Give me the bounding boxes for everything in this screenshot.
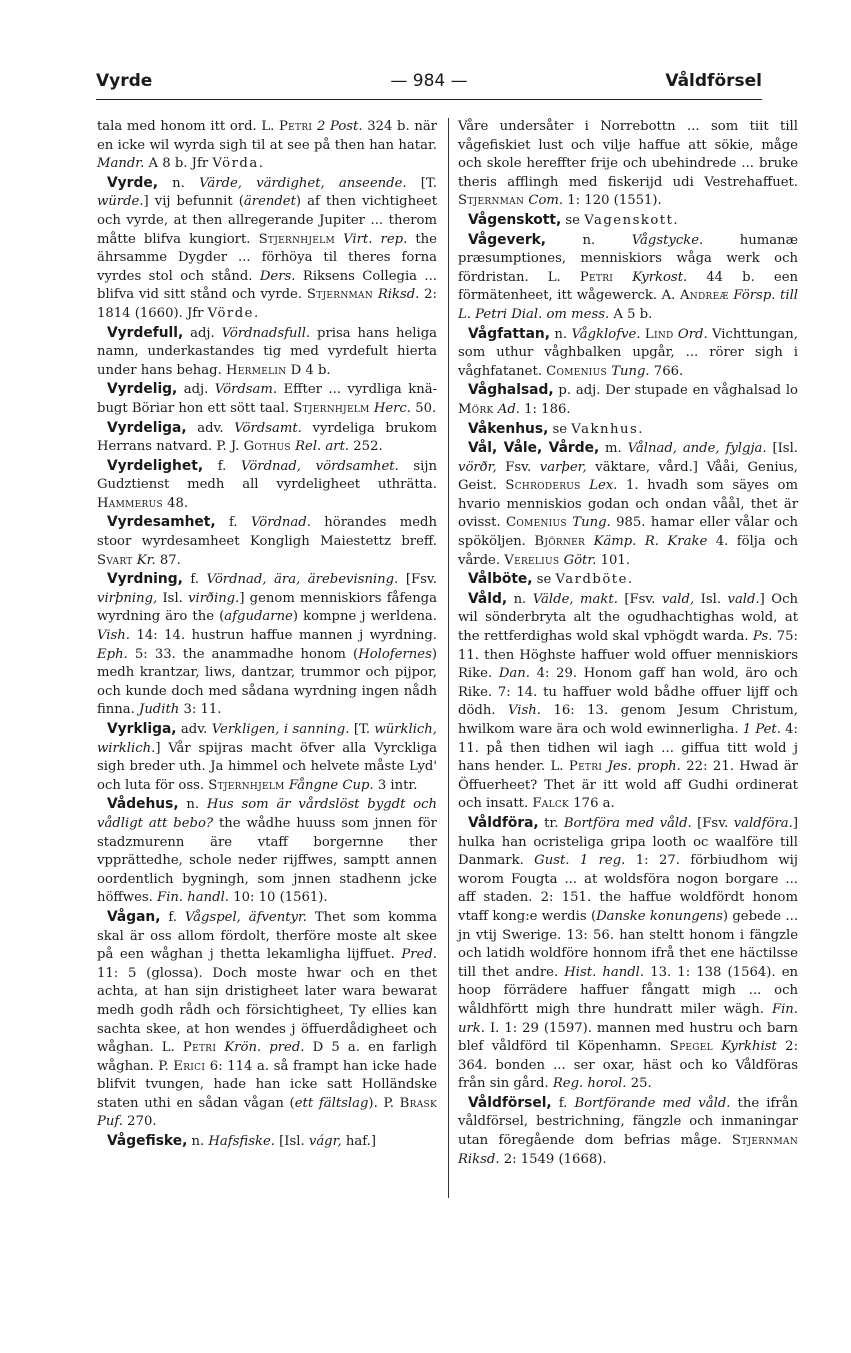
- page-header: [96, 71, 762, 95]
- entry-text: A 8 b. Jfr: [144, 156, 213, 172]
- entry-text: 4: 11. på then tidhen wil iagh ... giffua titt wold j hans hender. L.: [458, 722, 798, 775]
- entry-text: adv.: [186, 420, 235, 436]
- dictionary-entry: [458, 325, 798, 382]
- entry-text: the ährsamme Dygder ... förhöya til theres forna vyrdes stol och stånd.: [97, 231, 437, 284]
- italic-text: Tung.: [611, 363, 650, 379]
- dictionary-entry: [97, 720, 437, 795]
- headword: Vådehus,: [107, 796, 179, 813]
- author-name: Lind: [644, 326, 674, 342]
- entry-text: f.: [551, 1095, 575, 1111]
- headword: Våldförsel,: [468, 1094, 552, 1111]
- author-name: Stjernhjelm: [293, 400, 370, 416]
- entry-text: the wådhe huuss som jnnen för stadzmurenn äre vtaff borgernne ther vpprättedhe, schole neder rijffwes, samptt annen oordentlich bygningh, som jnnen stadhenn jcke höffwes.: [97, 815, 437, 906]
- italic-text: würde.: [97, 194, 144, 210]
- italic-text: Försp. till L. Petri Dial. om mess.: [458, 288, 799, 322]
- spaced-text: Vörda.: [212, 156, 265, 172]
- entry-text: se: [561, 212, 585, 228]
- italic-text: Bortföra med våld.: [563, 815, 692, 831]
- page-number: — 984 —: [390, 71, 468, 91]
- italic-text: ett fältslag: [294, 1095, 369, 1111]
- dictionary-entry: [97, 419, 437, 457]
- entry-text: 1: 186.: [519, 401, 571, 417]
- italic-text: Reg. horol.: [552, 1076, 627, 1092]
- italic-text: Vålnad, ande, fylgja.: [627, 441, 767, 457]
- entry-text: Våre undersåter i Norrebottn ... som tiit till vågefiskiet lust och vilje haffue att sökie, måge och skole hereffter frije och ubehindrede ... bruke theris afflingh med fiskerijd udi Vestrehaffuet.: [458, 119, 798, 190]
- entry-text: [335, 232, 343, 247]
- author-name: Petri: [278, 119, 313, 134]
- entry-text: 1. hvadh som säyes om hvario menniskios godan och ondan våål, thet är ovisst.: [458, 478, 798, 531]
- italic-text: Kyrkhist: [721, 1039, 777, 1055]
- entry-text: D 4 b.: [286, 362, 331, 378]
- italic-text: Vågklofve.: [571, 326, 641, 342]
- entry-text: p. adj. Der stupade en våghalsad lo: [553, 383, 798, 399]
- entry-text: [585, 534, 593, 549]
- entry-text: 75: 11. then Höghste haffuer wold offuer menniskiors Rike.: [458, 629, 798, 682]
- dictionary-entry: [97, 908, 437, 1132]
- headword: Vyrdelig,: [107, 381, 178, 398]
- author-name: Spegel: [669, 1039, 713, 1055]
- headword: Vågefiske,: [107, 1133, 188, 1150]
- italic-text: Vördsam.: [214, 382, 278, 398]
- italic-text: 1 Pet.: [742, 722, 781, 737]
- dictionary-entry: [458, 814, 798, 1094]
- italic-text: Kyrkost.: [632, 269, 688, 285]
- author-name: Comenius: [506, 515, 567, 531]
- italic-text: Puf.: [97, 1114, 123, 1130]
- italic-text: ärendet: [243, 194, 296, 210]
- entry-text: ] Och wil sönderbryta alt the ogudhachtighas wold, at the rettferdighas wold skal vphögdt warda.: [458, 591, 798, 645]
- entry-text: ) kompne j werldena.: [292, 609, 437, 625]
- entry-text: prisa hans heliga namn, underkastandes tig med vyrdefult hierta under hans behag.: [97, 325, 437, 378]
- italic-text: Ad.: [497, 401, 520, 417]
- left-column: [97, 118, 437, 1152]
- author-name: Svart: [97, 552, 133, 568]
- author-name: Hermelin: [225, 362, 287, 378]
- entry-text: adv.: [176, 722, 212, 737]
- italic-text: virþning,: [97, 590, 158, 606]
- italic-text: Riksd.: [377, 287, 420, 303]
- entry-text: [Fsv.: [398, 572, 437, 588]
- entry-text: 13. 1: 138 (1564). en hoop förrädere haffuer fångatt migh ... och wåldhförtt migh thre hundratt miler wägh.: [458, 964, 798, 1017]
- author-name: Gothus: [243, 439, 291, 455]
- entry-text: humanæ præsumptiones, menniskiors wåga werk och fördristan. L.: [458, 232, 798, 285]
- italic-text: Vish.: [97, 628, 130, 644]
- entry-text: [Fsv.: [617, 591, 662, 607]
- author-name: Verelius: [504, 552, 560, 568]
- italic-text: Ord.: [677, 326, 708, 342]
- italic-text: Fin. urk.: [458, 1001, 798, 1036]
- entry-text: ) gebede ... jn vtij Swerige. 13: 56. han steltt honom i fängzle och latidh woldföre honnom ifrå thet ene häctilsse till thet andre.: [458, 908, 799, 980]
- dictionary-entry: [97, 570, 437, 720]
- italic-text: Hafsfiske.: [208, 1134, 275, 1150]
- italic-text: Vördnad.: [250, 515, 311, 531]
- entry-text: tala med honom itt ord. L.: [97, 119, 279, 134]
- dictionary-entry: [458, 1094, 798, 1169]
- author-name: Petri: [182, 1040, 217, 1056]
- entry-text: A 5 b.: [609, 306, 653, 322]
- author-name: Brask: [399, 1095, 437, 1111]
- italic-text: afgudarne: [224, 609, 293, 625]
- italic-text: Vågspel, äfventyr.: [184, 909, 307, 925]
- entry-text: Effter ... vyrdliga knä-bugt Böriar hon ett sött taal.: [97, 382, 438, 416]
- entry-text: 252.: [349, 439, 383, 455]
- entry-text: I. 1: 29 (1597). mannen med hustru och barn blef våldförd til Köpenhamn.: [458, 1020, 798, 1055]
- italic-text: Vördnad, vördsamhet.: [241, 458, 399, 474]
- italic-text: valdföra.: [733, 815, 793, 831]
- entry-text: ). P.: [368, 1095, 400, 1111]
- author-name: Falck: [532, 796, 570, 812]
- entry-text: 4. följa och vårde.: [458, 534, 798, 568]
- italic-text: Lex.: [589, 478, 618, 494]
- italic-text: Välde, makt.: [532, 591, 618, 607]
- italic-text: vald,: [661, 591, 695, 607]
- entry-text: 48.: [162, 495, 189, 511]
- entry-text: 270.: [122, 1114, 157, 1130]
- italic-text: Virt. rep.: [343, 231, 408, 247]
- italic-text: vald.: [727, 591, 760, 607]
- entry-text: 50.: [411, 400, 437, 416]
- dictionary-entry: [97, 1132, 437, 1152]
- dictionary-entry: [97, 457, 437, 514]
- entry-text: [T.: [406, 175, 437, 191]
- entry-text: 1: 27. förbiudhom wij worom Fougta ... at woldsföra nogon borgare ... aff staden. 2: 151. the haffue woldfördt honom vtaff kong:e werdis (: [458, 853, 798, 924]
- entry-text: 6: 114 a. så frampt han icke hade blifvit tvungen, hade han icke satt Holländske staten uthi en sådan vågan (: [97, 1058, 437, 1111]
- author-name: Hammerus: [97, 495, 163, 511]
- italic-text: Jes. proph.: [607, 759, 681, 775]
- entry-text: ) af then vichtigheet och vyrde, at then allregerande Jupiter ... therom måtte blifva kungiort.: [97, 194, 438, 247]
- entry-text: [613, 270, 632, 285]
- headword: Vyrdning,: [107, 571, 183, 588]
- entry-text: 176 a.: [569, 796, 615, 812]
- entry-text: ] hulka han ocristeliga gripa looth oc waalföre till Danmark.: [458, 815, 798, 869]
- headword: Vål, Våle, Vårde,: [468, 440, 600, 457]
- entry-text: tr.: [538, 815, 564, 831]
- italic-text: Com.: [528, 193, 564, 209]
- italic-text: Herc.: [373, 400, 411, 416]
- author-name: Petri: [579, 269, 614, 285]
- entry-text: 1: 120 (1551).: [563, 193, 662, 209]
- italic-text: Ps.: [752, 629, 773, 645]
- header-right-word: Våldförsel: [665, 71, 762, 91]
- entry-text: adj.: [183, 325, 222, 341]
- entry-text: 11: 5 (glossa). Doch moste hwar och en thet achta, at han sijn dristigheet later wara bewarat medh godh rådh och försichtigheet, Ty ellies kan sachta skee, at hon wendes j öffuerdådigheet och wåghan. L.: [97, 965, 437, 1056]
- entry-text: m.: [599, 441, 628, 457]
- entry-text: 2: 1549 (1668).: [499, 1151, 607, 1167]
- right-column: [458, 118, 798, 1169]
- entry-text: f.: [182, 572, 207, 588]
- author-name: Comenius: [546, 363, 607, 379]
- spaced-text: Vörde.: [207, 305, 260, 321]
- header-left-word: Vyrde: [96, 71, 153, 91]
- italic-text: Kr.: [136, 552, 156, 568]
- headword: Vyrdefull,: [107, 324, 184, 341]
- entry-text: 44 b. een förmätenheet, itt wågewerck. A.: [458, 269, 798, 304]
- entry-text: Riksens Collegia ... blifva vid sitt stånd och vyrde.: [97, 268, 437, 303]
- italic-text: Vördnadsfull.: [221, 325, 311, 341]
- header-rule: [96, 99, 762, 100]
- entry-text: se: [548, 421, 572, 437]
- italic-text: vágr,: [308, 1134, 342, 1150]
- entry-text: sijn Gudztienst medh all vyrdeligheet uthrätta.: [97, 458, 437, 493]
- entry-text: 3 intr.: [373, 777, 418, 793]
- entry-text: n.: [550, 326, 572, 342]
- headword: Vyrdelighet,: [107, 457, 204, 474]
- entry-text: 10: 10 (1561).: [229, 890, 328, 906]
- italic-text: Fångne Cup.: [288, 777, 374, 793]
- author-name: Andreæ: [679, 288, 729, 304]
- dictionary-entry: [458, 590, 798, 814]
- italic-text: Holofernes: [358, 646, 432, 662]
- entry-text: 3: 11.: [179, 702, 222, 718]
- headword: Vyrdeliga,: [107, 419, 187, 436]
- spaced-text: Vardböte.: [555, 572, 634, 588]
- entry-text: 985. hamar eller vålar och spököljen.: [458, 515, 798, 550]
- italic-text: Kämp. R. Krake: [593, 534, 708, 550]
- italic-text: Hist. handl.: [564, 964, 645, 980]
- entry-text: 16: 13. genom Jesum Christum, hwilkom ware ära och wold ewinnerligha.: [458, 703, 798, 737]
- italic-text: würklich, wirklich.: [97, 722, 437, 756]
- entry-text: f.: [215, 515, 251, 531]
- entry-text: n.: [178, 797, 207, 813]
- author-name: Stjernman: [458, 193, 525, 209]
- dictionary-entry: [458, 381, 798, 419]
- entry-text: n.: [546, 232, 632, 248]
- dictionary-entry: [458, 211, 798, 231]
- headword: Vågeverk,: [468, 231, 547, 248]
- headword: Våldföra,: [468, 814, 539, 831]
- entry-text: f.: [203, 458, 242, 474]
- italic-text: Vördnad, ära, ärebevisning.: [206, 572, 399, 588]
- entry-text: 101.: [596, 552, 630, 568]
- entry-text: f.: [160, 909, 185, 925]
- entry-text: 4: 29. Honom gaff han wold, äro och Rike. 7: 14. tu haffuer wold bådhe offuer lijff och dödh.: [458, 666, 799, 719]
- italic-text: Gust. 1 reg.: [534, 853, 626, 869]
- entry-text: Vichttungan, som uthur våghbalken upgår, ... rörer sigh i våghfatanet.: [458, 326, 798, 379]
- entry-text: n.: [157, 175, 200, 191]
- entry-text: se: [532, 572, 556, 588]
- spaced-text: Vagenskott.: [584, 212, 680, 228]
- headword: Vyrde,: [107, 174, 158, 191]
- entry-text: väktare, vård.] Vååi, Genius, Geist.: [458, 459, 798, 494]
- entry-text: 14: 14. hustrun haffue mannen j wyrdning.: [129, 628, 437, 644]
- entry-text: adj.: [177, 382, 215, 398]
- entry-text: Isl.: [694, 591, 728, 607]
- entry-text: haf.]: [341, 1134, 376, 1150]
- author-name: Schroderus: [505, 478, 581, 494]
- headword: Våkenhus,: [468, 420, 549, 437]
- entry-text: hörandes medh stoor wyrdesamheet Kongligh Maiestettz breff.: [97, 515, 437, 550]
- entry-text: 766.: [649, 363, 684, 379]
- entry-text: [Isl.: [274, 1134, 309, 1150]
- entry-text: n.: [507, 591, 533, 607]
- dictionary-entry: [97, 118, 437, 174]
- italic-text: Dan.: [498, 666, 530, 682]
- italic-text: Fin. handl.: [157, 890, 229, 906]
- dictionary-entry: [458, 439, 798, 570]
- dictionary-entry: [97, 380, 437, 418]
- headword: Våld,: [468, 590, 508, 607]
- italic-text: Danske konungens: [596, 908, 723, 924]
- dictionary-entry: [458, 231, 798, 325]
- italic-text: 2 Post.: [316, 119, 363, 134]
- spaced-text: Vaknhus.: [571, 421, 644, 437]
- headword: Våghalsad,: [468, 382, 554, 399]
- headword: Vågfattan,: [468, 325, 550, 342]
- dictionary-entry: [458, 118, 798, 211]
- italic-text: Riksd.: [458, 1151, 500, 1167]
- entry-text: ] Vår spijras macht öfver alla Vyrckliga sigh breder uth. Ja himmel och helvete måste Lyd' och luta för oss.: [97, 740, 437, 793]
- italic-text: Tung.: [572, 515, 611, 531]
- entry-text: Isl.: [157, 590, 189, 606]
- entry-text: 5: 33. the anammadhe honom (: [127, 646, 359, 662]
- entry-text: [T.: [349, 722, 375, 737]
- italic-text: Vish.: [508, 703, 541, 719]
- dictionary-entry: [97, 324, 437, 381]
- entry-text: ) medh krantzar, liws, dantzar, trummor och pijpor, och kunde doch med sådana wyrdning ingen nådh finna.: [97, 646, 437, 718]
- dictionary-entry: [458, 570, 798, 590]
- italic-text: Verkligen, i sanning.: [211, 722, 350, 737]
- entry-text: 22: 21. Hwad är Öffuerheet? Thet är itt wold aff Gudhi ordinerat och insatt.: [458, 759, 798, 812]
- headword: Vyrdesamhet,: [107, 514, 216, 531]
- italic-text: varþer,: [539, 459, 587, 475]
- italic-text: Ders.: [259, 268, 296, 284]
- entry-text: Fsv.: [496, 459, 540, 475]
- italic-text: Mandr.: [97, 156, 145, 172]
- entry-text: [581, 478, 590, 493]
- italic-text: Eph.: [97, 646, 128, 662]
- entry-text: 2: 364. bonden ... ser oxar, häst och ko Våldföras från sin gård.: [458, 1039, 799, 1092]
- entry-text: 87.: [155, 552, 181, 568]
- author-name: Björner: [534, 534, 586, 550]
- dictionary-entry: [458, 420, 798, 440]
- author-name: Erici: [173, 1058, 206, 1074]
- italic-text: Värde, värdighet, anseende.: [199, 175, 407, 191]
- author-name: Stjernman: [306, 287, 374, 303]
- entry-text: 2: 1814 (1660). Jfr: [97, 287, 437, 321]
- author-name: Mörk: [458, 401, 494, 417]
- italic-text: Rel. art.: [295, 439, 350, 455]
- dictionary-entry: [97, 513, 437, 570]
- italic-text: Hus som är vårdslöst bygdt och vådligt att bebo?: [97, 797, 437, 831]
- entry-text: [Fsv.: [691, 815, 734, 831]
- author-name: Stjernman: [731, 1133, 798, 1149]
- entry-text: ] vij befunnit (: [143, 194, 244, 210]
- italic-text: Krön. pred.: [224, 1040, 305, 1056]
- dictionary-entry: [97, 174, 437, 324]
- dictionary-entry: [97, 795, 437, 908]
- entry-text: 324 b. när en icke wil wyrda sigh til at see på then han hatar.: [97, 119, 437, 153]
- headword: Vyrkliga,: [107, 721, 177, 737]
- entry-text: ] genom menniskiors fåfenga wyrdning äro the (: [97, 590, 437, 625]
- italic-text: Götr.: [563, 552, 597, 568]
- italic-text: Bortförande med våld.: [574, 1095, 731, 1111]
- italic-text: Vågstycke.: [631, 232, 704, 248]
- headword: Vågenskott,: [468, 211, 562, 228]
- entry-text: D 5 a. en farligh wåghan. P.: [97, 1040, 437, 1074]
- author-name: Stjernhjelm: [258, 231, 335, 247]
- italic-text: virðing.: [188, 590, 240, 606]
- headword: Vågan,: [107, 908, 161, 925]
- entry-text: 25.: [626, 1076, 652, 1092]
- author-name: Stjernhjelm: [208, 777, 285, 793]
- italic-text: vörðr,: [458, 459, 497, 475]
- column-divider: [448, 118, 449, 1198]
- italic-text: Pred.: [401, 947, 437, 963]
- headword: Vålböte,: [468, 571, 533, 588]
- italic-text: Vördsamt.: [234, 420, 302, 436]
- entry-text: the ifrån våldförsel, bestrichning, fängzle och inmaningar utan föregående dom befrias måge.: [458, 1095, 798, 1149]
- entry-text: vyrdeliga brukom Herrans natvard. P. J.: [97, 420, 437, 455]
- entry-text: n.: [187, 1134, 209, 1150]
- italic-text: Judith: [139, 702, 180, 718]
- entry-text: Thet som komma skal är oss allom fördolt, therföre moste alt skee på een wåghan j thetta lekamligha lijffuet.: [97, 909, 437, 963]
- entry-text: [Isl.: [766, 441, 798, 457]
- author-name: Petri: [568, 759, 603, 775]
